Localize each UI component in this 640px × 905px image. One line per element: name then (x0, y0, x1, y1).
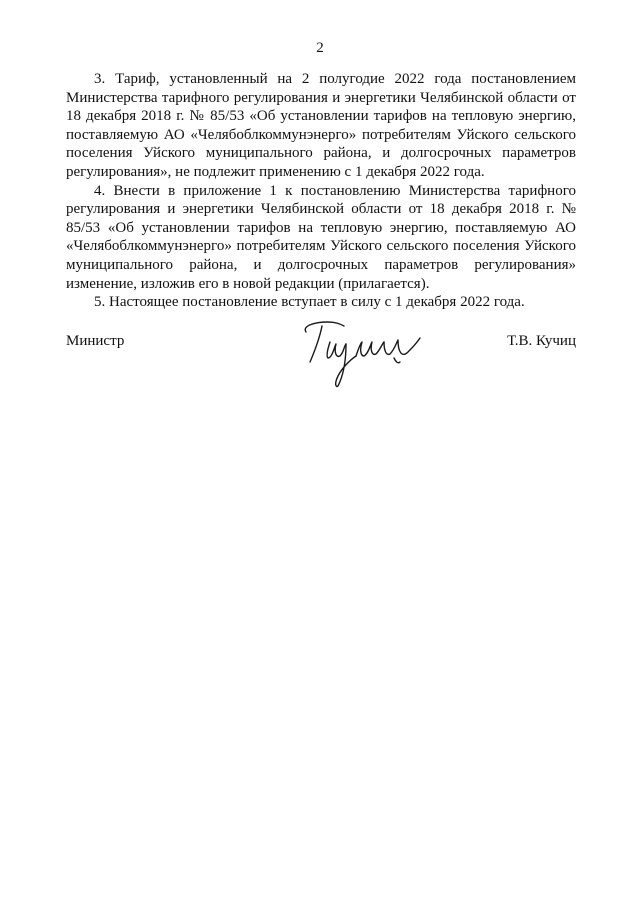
document-body (66, 70, 576, 312)
signatory-title: Министр (66, 333, 125, 349)
paragraph-3: 3. Тариф, установленный на 2 полугодие 2022 года постановлением Министерства тарифного регулирования и энергетики Челябинской области от 18 декабря 2018 г. № 85/53 «Об установлении тарифов на тепловую энергию, поставляемую АО «Челябоблкоммунэнерго» потребителям Уйского сельского поселения Уйского муниципального района, и долгосрочных параметров регулирования», не подлежит применению с 1 декабря 2022 года. (66, 71, 576, 180)
handwritten-signature-icon (300, 318, 430, 390)
paragraph-5: 5. Настоящее постановление вступает в силу с 1 декабря 2022 года. (94, 294, 525, 311)
signatory-name: Т.В. Кучиц (507, 333, 576, 349)
page-number: 2 (316, 40, 324, 56)
paragraph-4: 4. Внести в приложение 1 к постановлению Министерства тарифного регулирования и энергетики Челябинской области от 18 декабря 2018 г. № 85/53 «Об установлении тарифов на тепловую энергию, поставляемую АО «Челябоблкоммунэнерго» потребителям Уйского сельского поселения Уйского муниципального района, и долгосрочных параметров регулирования» изменение, изложив его в новой редакции (прилагается). (66, 182, 576, 292)
